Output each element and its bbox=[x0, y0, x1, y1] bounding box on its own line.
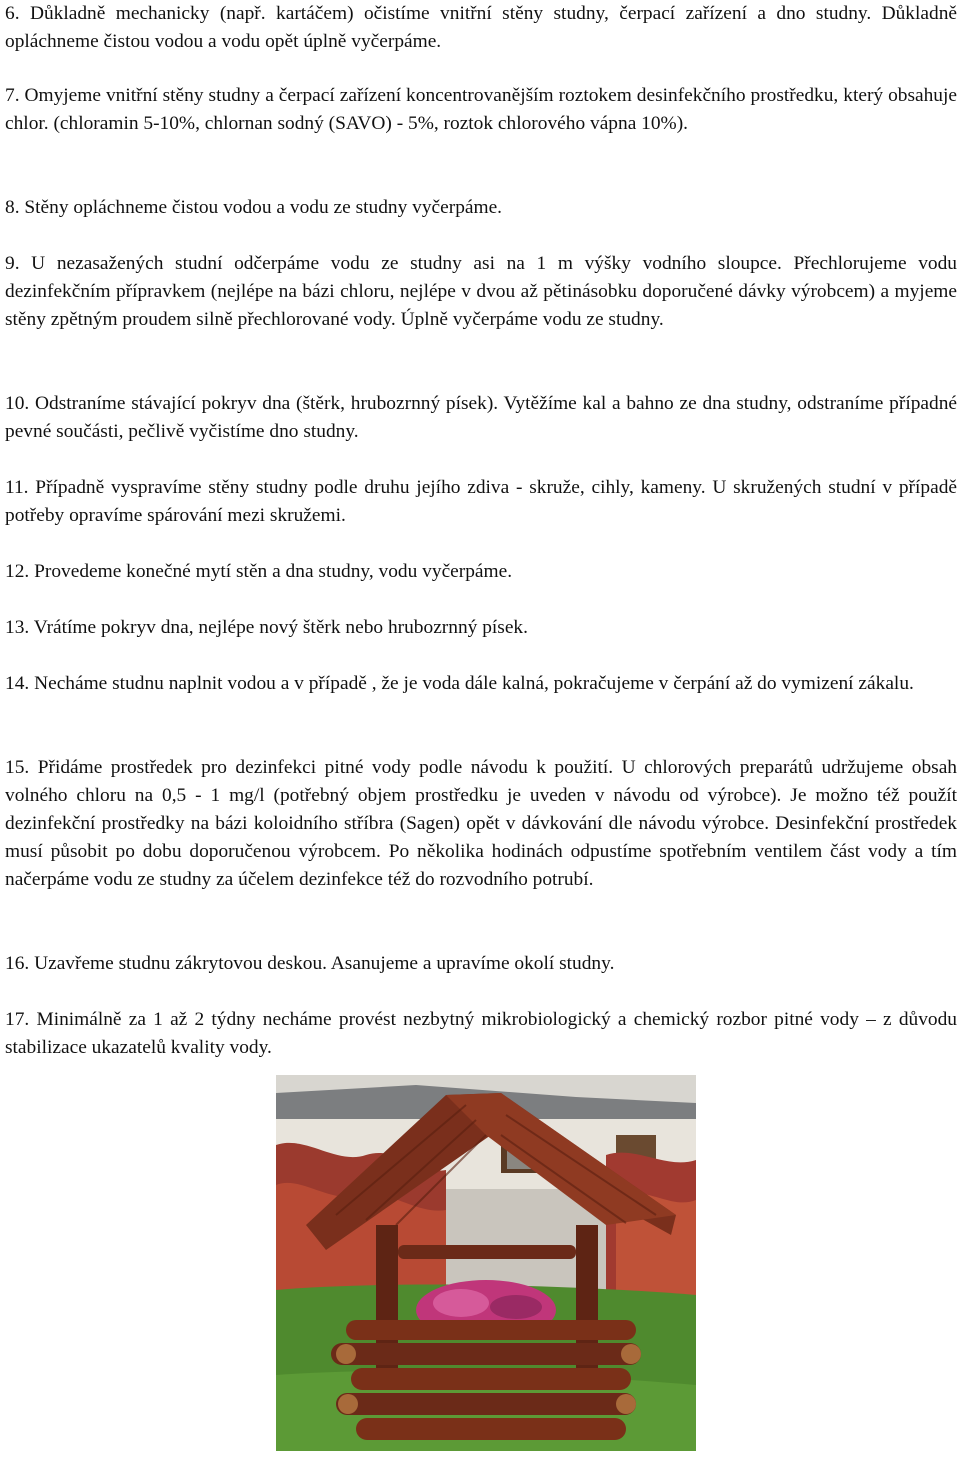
paragraph-13: 13. Vrátíme pokryv dna, nejlépe nový štěrk nebo hrubozrnný písek. bbox=[5, 617, 528, 638]
well-crossbar bbox=[398, 1245, 576, 1259]
paragraph-6: 6. Důkladně mechanicky (např. kartáčem) očistíme vnitřní stěny studny, čerpací zařízení a dno studny. Důkladně opláchneme čistou vodou a vodu opět úplně vyčerpáme. bbox=[5, 3, 957, 52]
paragraph-7: 7. Omyjeme vnitřní stěny studny a čerpací zařízení koncentrovanějším roztokem desinfekčního prostředku, který obsahuje chlor. (chloramin 5-10%, chlornan sodný (SAVO) - 5%, roztok chlorového vápna 10%). bbox=[5, 85, 957, 134]
well-log-stack bbox=[331, 1320, 641, 1440]
wooden-well-illustration bbox=[276, 1075, 696, 1451]
paragraph-16: 16. Uzavřeme studnu zákrytovou deskou. Asanujeme a upravíme okolí studny. bbox=[5, 953, 615, 974]
paragraph-10: 10. Odstraníme stávající pokryv dna (štěrk, hrubozrnný písek). Vytěžíme kal a bahno ze dna studny, odstraníme případné pevné součásti, pečlivě vyčistíme dno studny. bbox=[5, 393, 957, 442]
flowers-shade bbox=[490, 1295, 542, 1319]
paragraph-14: 14. Necháme studnu naplnit vodou a v případě , že je voda dále kalná, pokračujeme v čerpání až do vymizení zákalu. bbox=[5, 673, 914, 694]
paragraph-15: 15. Přidáme prostředek pro dezinfekci pitné vody podle návodu k použití. U chlorových preparátů udržujeme obsah volného chloru na 0,5 - 1 mg/l (potřebný objem prostředku je uveden v návodu od výrobce). Je možno též použít dezinfekční prostředky na bázi koloidního stříbra (Sagen) opět v dávkování dle návodu výrobce. Desinfekční prostředek musí působit po dobu doporučenou výrobcem. Po několika hodinách odpustíme spotřebním ventilem část vody a tím načerpáme vodu ze studny za účelem dezinfekce též do rozvodního potrubí. bbox=[5, 757, 957, 890]
paragraph-11: 11. Případně vyspravíme stěny studny podle druhu jejího zdiva - skruže, cihly, kameny. U skružených studní v případě potřeby opravíme spárování mezi skružemi. bbox=[5, 477, 957, 526]
paragraph-12: 12. Provedeme konečné mytí stěn a dna studny, vodu vyčerpáme. bbox=[5, 561, 513, 582]
paragraph-9: 9. U nezasažených studní odčerpáme vodu ze studny asi na 1 m výšky vodního sloupce. Přechlorujeme vodu dezinfekčním přípravkem (nejlépe na bázi chloru, nejlépe v dvou až pětinásobku doporučené dávky výrobcem) a myjeme stěny zpětným proudem silně přechlorované vody. Úplně vyčerpáme vodu ze studny. bbox=[5, 253, 957, 330]
wooden-well-photo bbox=[276, 1075, 696, 1451]
flowers-highlight bbox=[433, 1289, 489, 1317]
paragraph-17: 17. Minimálně za 1 až 2 týdny necháme provést nezbytný mikrobiologický a chemický rozbor pitné vody – z důvodu stabilizace ukazatelů kvality vody. bbox=[5, 1009, 957, 1058]
paragraph-8: 8. Stěny opláchneme čistou vodou a vodu ze studny vyčerpáme. bbox=[5, 197, 503, 218]
